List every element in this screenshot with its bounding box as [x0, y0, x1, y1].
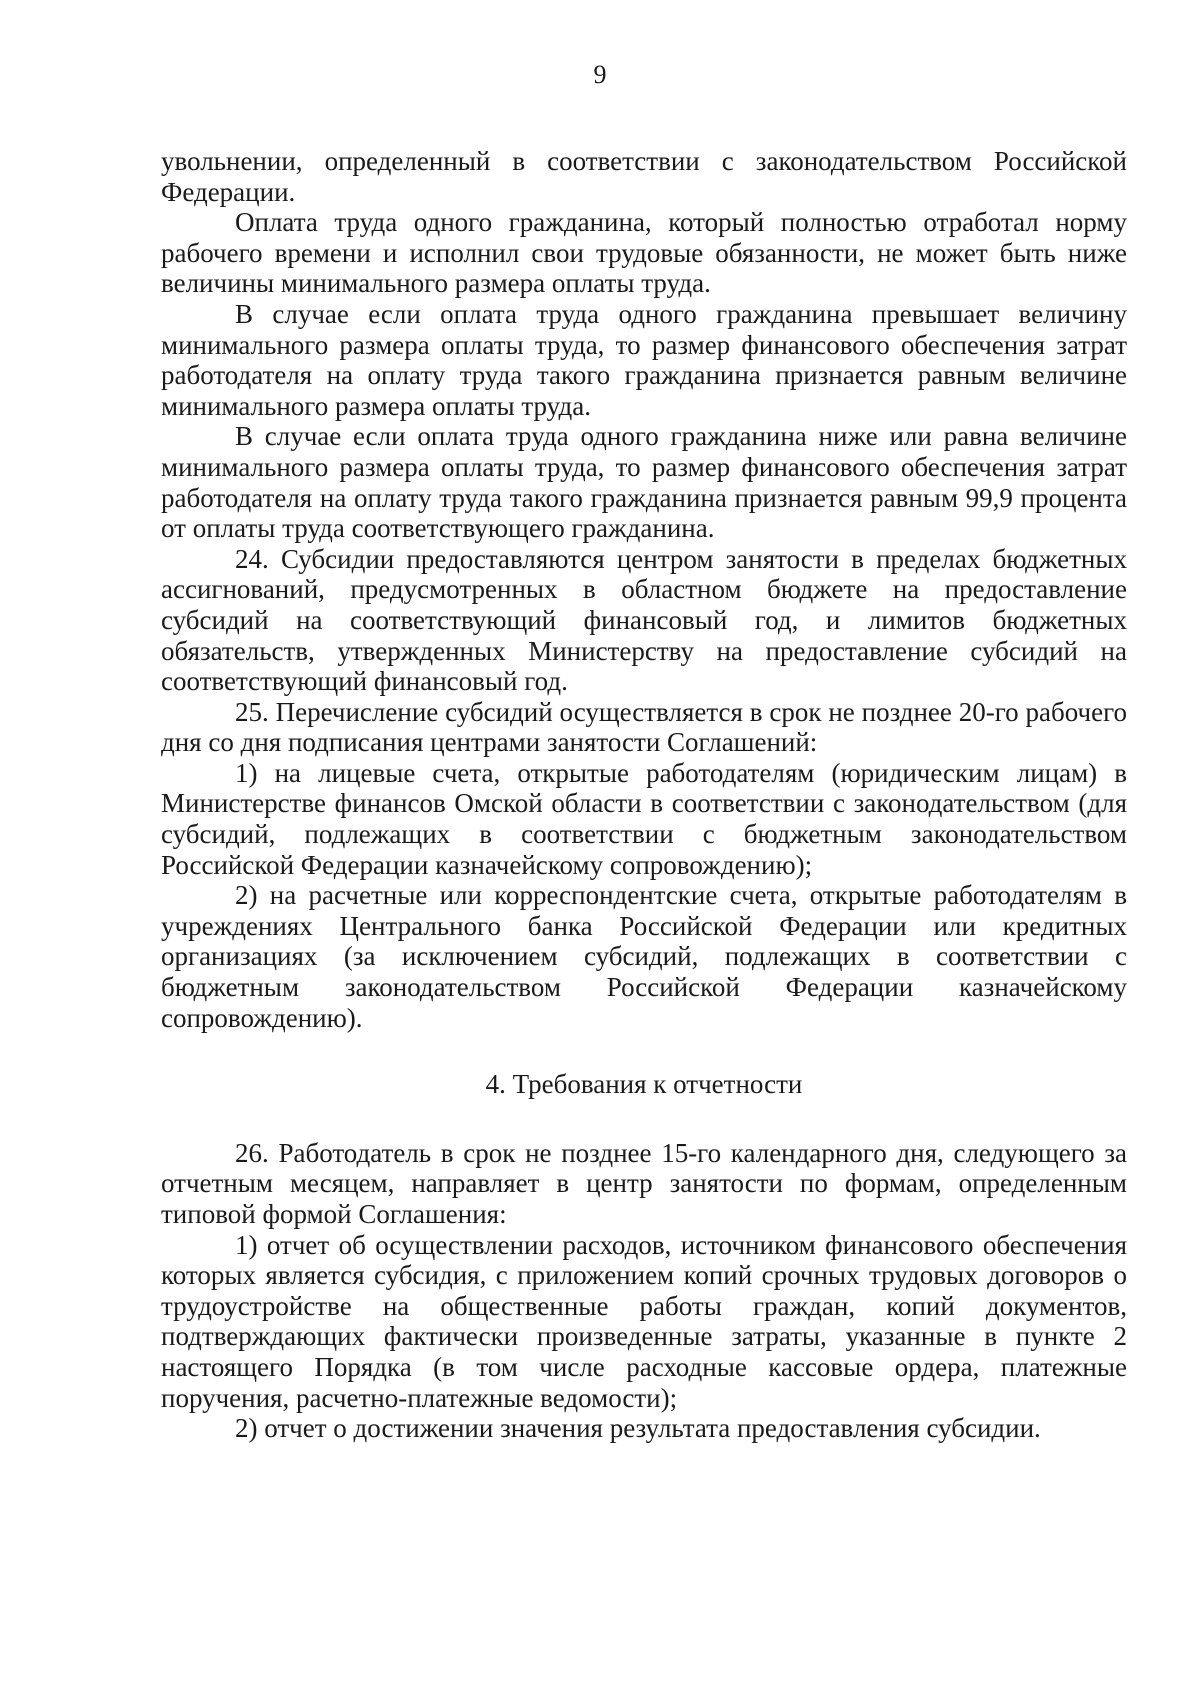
paragraph-item-26: 26. Работодатель в срок не позднее 15-го календарного дня, следующего за отчетным месяцем, направляет в центр занятости по формам, определенным типовой формой Соглашения:: [161, 1137, 1127, 1229]
section-heading: 4. Требования к отчетности: [485, 1069, 803, 1100]
paragraph-item-25: 25. Перечисление субсидий осуществляется в срок не позднее 20-го рабочего дня со дня подписания центрами занятости Соглашений:: [161, 696, 1127, 758]
paragraph: увольнении, определенный в соответствии с законодательством Российской Федерации.: [161, 146, 1127, 207]
paragraph: В случае если оплата труда одного гражданина превышает величину минимального размера оплаты труда, то размер финансового обеспечения затрат работодателя на оплату труда такого гражданина признается равным величине минимального размера оплаты труда.: [161, 298, 1127, 421]
document-body: [161, 146, 1127, 1444]
subitem-25-2: 2) на расчетные или корреспондентские счета, открытые работодателям в учреждениях Центрального банка Российской Федерации или кредитных организациях (за исключением субсидий, подлежащих в соответствии с бюджетным законодательством Российской Федерации казначейскому сопровождению).: [161, 880, 1127, 1033]
subitem-26-2: 2) отчет о достижении значения результата предоставления субсидии.: [235, 1413, 1041, 1444]
spacer: [161, 1100, 1127, 1138]
subitem-25-1: 1) на лицевые счета, открытые работодателям (юридическим лицам) в Министерстве финансов Омской области в соответствии с законодательством (для субсидий, подлежащих в соответствии с бюджетным законодательством Российской Федерации казначейскому сопровождению);: [161, 757, 1127, 880]
paragraph-item-24: 24. Субсидии предоставляются центром занятости в пределах бюджетных ассигнований, предусмотренных в областном бюджете на предоставление субсидий на соответствующий финансовый год, и лимитов бюджетных обязательств, утвержденных Министерству на предоставление субсидий на соответствующий финансовый год.: [161, 543, 1127, 697]
spacer: [161, 1033, 1127, 1069]
subitem-26-1: 1) отчет об осуществлении расходов, источником финансового обеспечения которых является субсидия, с приложением копий срочных трудовых договоров о трудоустройстве на общественные работы граждан, копий документов, подтверждающих фактически произведенные затраты, указанные в пункте 2 настоящего Порядка (в том числе расходные кассовые ордера, платежные поручения, расчетно-платежные ведомости);: [161, 1229, 1127, 1413]
page-number: 9: [593, 60, 607, 89]
paragraph: В случае если оплата труда одного гражданина ниже или равна величине минимального размера оплаты труда, то размер финансового обеспечения затрат работодателя на оплату труда такого гражданина признается равным 99,9 процента от оплаты труда соответствующего гражданина.: [161, 421, 1127, 544]
paragraphs-after-heading: [161, 1138, 1127, 1444]
paragraphs-before-heading: [161, 146, 1127, 1033]
paragraph: Оплата труда одного гражданина, который полностью отработал норму рабочего времени и исполнил свои трудовые обязанности, не может быть ниже величины минимального размера оплаты труда.: [161, 207, 1127, 299]
